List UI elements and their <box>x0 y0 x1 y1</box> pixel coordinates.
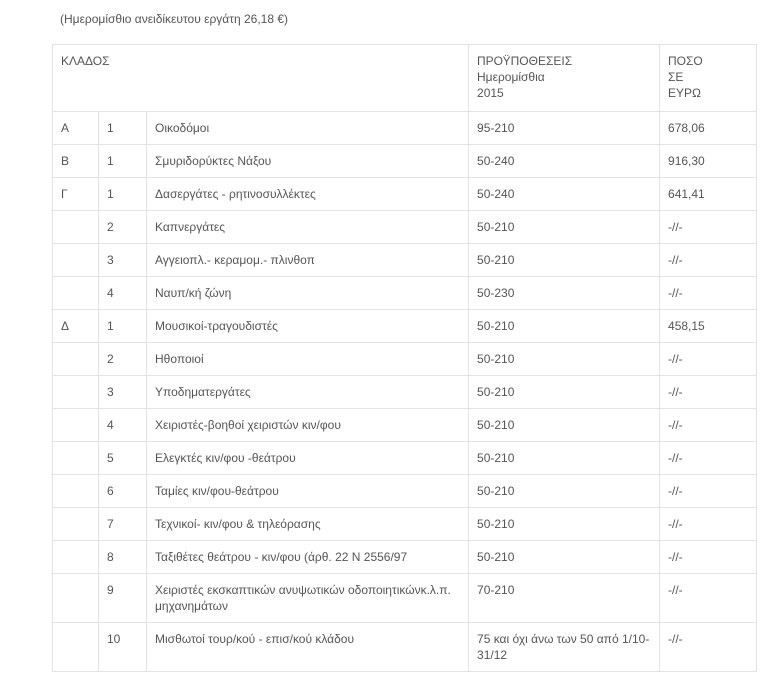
occupation-cell: Τεχνικοί- κιν/φου & τηλεόρασης <box>147 508 469 541</box>
header-amount-line: ΕΥΡΩ <box>668 86 701 100</box>
amount-cell: -//- <box>660 343 757 376</box>
amount-cell: 916,30 <box>660 145 757 178</box>
branch-number-cell: 7 <box>99 508 147 541</box>
table-row <box>53 409 757 442</box>
branch-number-cell: 3 <box>99 244 147 277</box>
amount-cell: -//- <box>660 277 757 310</box>
requirements-cell: 50-210 <box>469 310 660 343</box>
requirements-cell: 50-230 <box>469 277 660 310</box>
occupation-cell: Οικοδόμοι <box>147 112 469 145</box>
occupation-cell: Χειριστές-βοηθοί χειριστών κιν/φου <box>147 409 469 442</box>
occupation-cell: Ηθοποιοί <box>147 343 469 376</box>
branch-number-cell: 9 <box>99 574 147 623</box>
branch-group-cell <box>53 541 99 574</box>
branch-number-cell: 1 <box>99 178 147 211</box>
table-row <box>53 623 757 672</box>
branch-group-cell <box>53 277 99 310</box>
branch-number-cell: 1 <box>99 112 147 145</box>
branch-number-cell: 3 <box>99 376 147 409</box>
branch-number-cell: 6 <box>99 475 147 508</box>
requirements-cell: 70-210 <box>469 574 660 623</box>
table-row <box>53 442 757 475</box>
branch-group-cell <box>53 211 99 244</box>
requirements-cell: 50-240 <box>469 145 660 178</box>
branch-group-cell <box>53 376 99 409</box>
requirements-cell: 50-210 <box>469 343 660 376</box>
table-row <box>53 277 757 310</box>
requirements-cell: 50-210 <box>469 244 660 277</box>
amount-cell: -//- <box>660 442 757 475</box>
table-row <box>53 574 757 623</box>
requirements-cell: 50-210 <box>469 508 660 541</box>
header-branch: ΚΛΑΔΟΣ <box>53 45 469 112</box>
table-row <box>53 112 757 145</box>
occupation-cell: Δασεργάτες - ρητινοσυλλέκτες <box>147 178 469 211</box>
table-row <box>53 211 757 244</box>
table-row <box>53 145 757 178</box>
branch-group-cell <box>53 343 99 376</box>
table-row <box>53 475 757 508</box>
branch-number-cell: 10 <box>99 623 147 672</box>
header-amount-line: ΠΟΣΟ <box>668 54 703 68</box>
table-header-row <box>53 45 757 112</box>
table-row <box>53 343 757 376</box>
amount-cell: -//- <box>660 376 757 409</box>
amount-cell: -//- <box>660 623 757 672</box>
amount-cell: -//- <box>660 541 757 574</box>
branch-number-cell: 1 <box>99 145 147 178</box>
occupation-cell: Ταμίες κιν/φου-θεάτρου <box>147 475 469 508</box>
occupation-cell: Ταξιθέτες θεάτρου - κιν/φου (άρθ. 22 Ν 2556/97 <box>147 541 469 574</box>
occupation-cell: Καπνεργάτες <box>147 211 469 244</box>
branch-group-cell <box>53 623 99 672</box>
table-row <box>53 244 757 277</box>
amount-cell: 641,41 <box>660 178 757 211</box>
branch-number-cell: 8 <box>99 541 147 574</box>
requirements-cell: 50-210 <box>469 541 660 574</box>
branch-group-cell <box>53 442 99 475</box>
branch-number-cell: 5 <box>99 442 147 475</box>
amount-cell: -//- <box>660 475 757 508</box>
occupation-cell: Ναυπ/κή ζώνη <box>147 277 469 310</box>
occupation-cell: Χειριστές εκσκαπτικών ανυψωτικών οδοποιητικώνκ.λ.π. μηχανημάτων <box>147 574 469 623</box>
requirements-cell: 50-210 <box>469 442 660 475</box>
amount-cell: -//- <box>660 211 757 244</box>
branch-group-cell <box>53 409 99 442</box>
header-requirements <box>469 45 660 112</box>
amount-cell: 458,15 <box>660 310 757 343</box>
occupation-cell: Μισθωτοί τουρ/κού - επισ/κού κλάδου <box>147 623 469 672</box>
occupation-cell: Ελεγκτές κιν/φου -θεάτρου <box>147 442 469 475</box>
occupation-cell: Μουσικοί-τραγουδιστές <box>147 310 469 343</box>
branch-number-cell: 2 <box>99 211 147 244</box>
branch-group-cell <box>53 508 99 541</box>
requirements-cell: 50-210 <box>469 409 660 442</box>
table-body <box>53 112 757 672</box>
unskilled-wage-note: (Ημερομίσθιο ανειδίκευτου εργάτη 26,18 €) <box>60 12 289 26</box>
occupation-cell: Σμυριδορύκτες Νάξου <box>147 145 469 178</box>
amount-cell: -//- <box>660 244 757 277</box>
requirements-cell: 50-210 <box>469 211 660 244</box>
branch-group-cell <box>53 244 99 277</box>
branch-group-cell: Α <box>53 112 99 145</box>
requirements-cell: 50-210 <box>469 475 660 508</box>
requirements-cell: 50-210 <box>469 376 660 409</box>
occupation-cell: Υποδηματεργάτες <box>147 376 469 409</box>
insurance-branches-table <box>52 44 757 672</box>
requirements-cell: 50-240 <box>469 178 660 211</box>
amount-cell: -//- <box>660 409 757 442</box>
table-row <box>53 310 757 343</box>
table-row <box>53 508 757 541</box>
branch-group-cell: Β <box>53 145 99 178</box>
table-row <box>53 376 757 409</box>
header-requirements-line: ΠΡΟΫΠΟΘΕΣΕΙΣ <box>477 54 573 68</box>
header-requirements-line: Ημερομίσθια <box>477 70 545 84</box>
amount-cell: -//- <box>660 508 757 541</box>
branch-group-cell: Γ <box>53 178 99 211</box>
branch-group-cell <box>53 574 99 623</box>
table-row <box>53 541 757 574</box>
branch-group-cell: Δ <box>53 310 99 343</box>
branch-number-cell: 4 <box>99 277 147 310</box>
requirements-cell: 75 και όχι άνω των 50 από 1/10-31/12 <box>469 623 660 672</box>
branch-number-cell: 1 <box>99 310 147 343</box>
branch-number-cell: 4 <box>99 409 147 442</box>
amount-cell: -//- <box>660 574 757 623</box>
branch-group-cell <box>53 475 99 508</box>
requirements-cell: 95-210 <box>469 112 660 145</box>
occupation-cell: Αγγειοπλ.- κεραμομ.- πλινθοπ <box>147 244 469 277</box>
header-amount <box>660 45 757 112</box>
header-requirements-line: 2015 <box>477 86 504 100</box>
branch-number-cell: 2 <box>99 343 147 376</box>
amount-cell: 678,06 <box>660 112 757 145</box>
table-row <box>53 178 757 211</box>
header-amount-line: ΣΕ <box>668 70 684 84</box>
